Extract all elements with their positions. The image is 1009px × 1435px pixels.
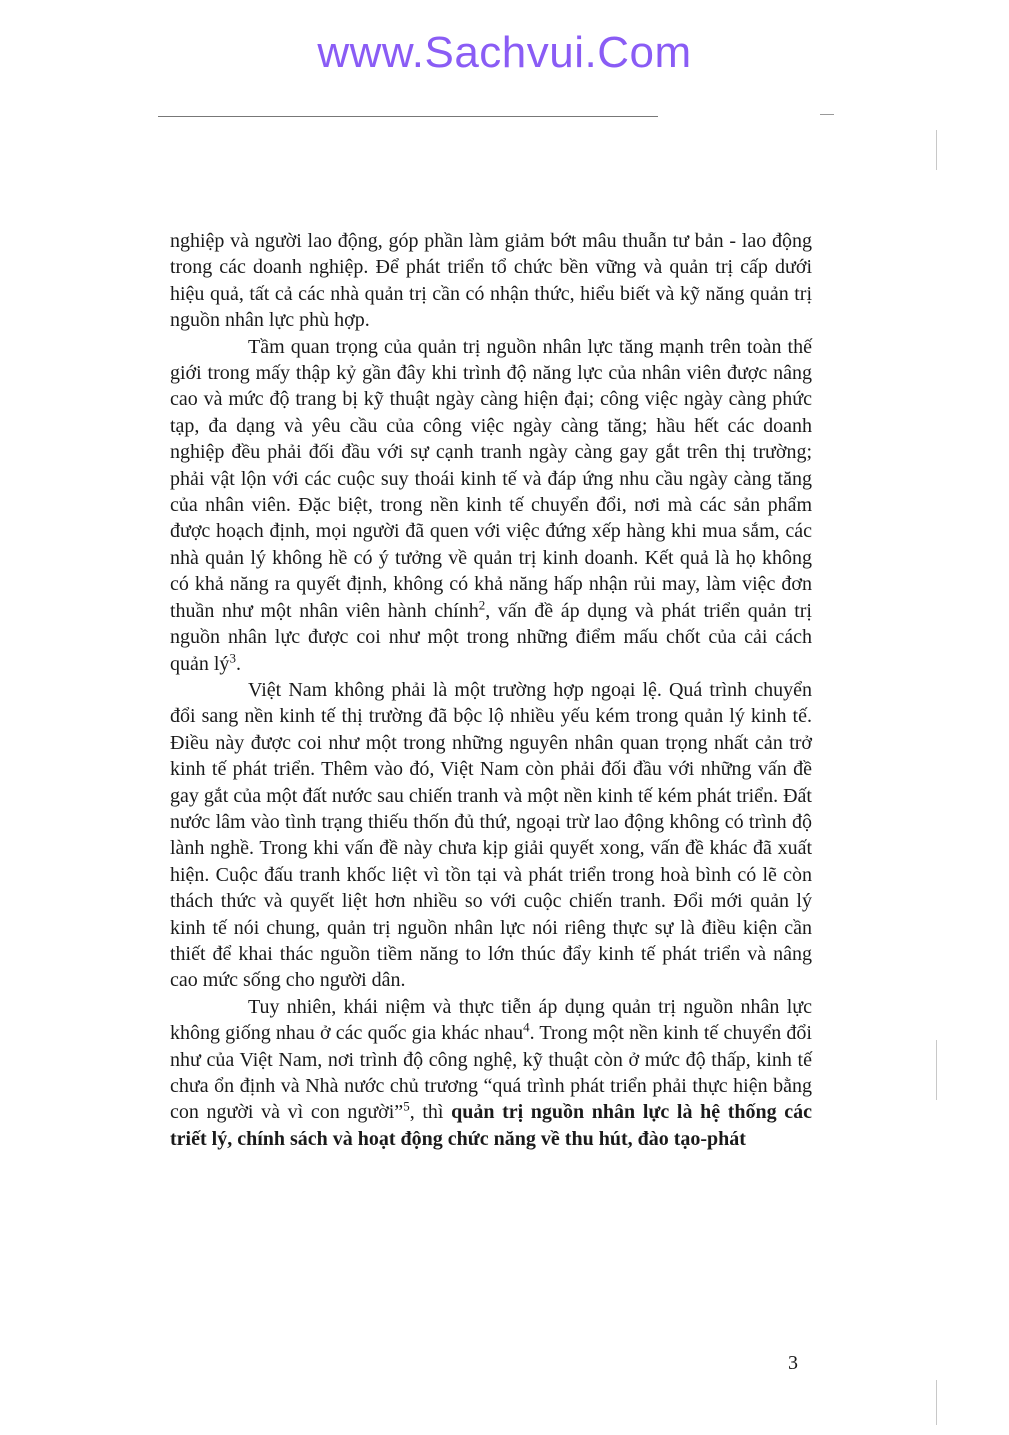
scan-edge-mark-bottom	[936, 1380, 937, 1425]
paragraph-4-text-c: , thì	[409, 1101, 452, 1124]
paragraph-4-text-b: . Trong một nền kinh tế chuyển đổi như của Việt Nam, nơi trình độ công nghệ, kỹ thuật còn ở mức độ thấp, kinh tế chưa ổn định và Nhà nước chủ trương “quá trình phát triển phải thực hiện bằng con người và vì con người”	[170, 1022, 812, 1124]
page-body	[170, 228, 812, 1152]
footnote-ref-2: 2	[478, 597, 486, 613]
paragraph-2-text-c: .	[235, 652, 241, 675]
paragraph-4	[170, 994, 812, 1152]
paragraph-4-text-a: Tuy nhiên, khái niệm và thực tiễn áp dụng quản trị nguồn nhân lực không giống nhau ở các quốc gia khác nhau	[170, 995, 812, 1045]
paragraph-3-text: Việt Nam không phải là một trường hợp ngoại lệ. Quá trình chuyển đổi sang nền kinh tế thị trường đã bộc lộ nhiều yếu kém trong quản lý kinh tế. Điều này được coi như một trong những nguyên nhân quan trọng nhất cản trở kinh tế phát triển. Thêm vào đó, Việt Nam còn phải đối đầu với những vấn đề gay gắt của một đất nước sau chiến tranh và một nền kinh tế kém phát triển. Đất nước lâm vào tình trạng thiếu thốn đủ thứ, ngoại trừ lao động không có trình độ lành nghề. Trong khi vấn đề này chưa kịp giải quyết xong, vấn đề khác đã xuất hiện. Cuộc đấu tranh khốc liệt vì tồn tại và phát triển trong hoà bình có lẽ còn thách thức và quyết liệt hơn nhiều so với cuộc chiến tranh. Đổi mới quản lý kinh tế nói chung, quản trị nguồn nhân lực nói riêng thực sự là điều kiện cần thiết để khai thác nguồn tiềm năng to lớn thúc đẩy kinh tế phát triển và nâng cao mức sống cho người dân.	[170, 678, 812, 992]
paragraph-1	[170, 228, 812, 334]
footnote-ref-3: 3	[229, 649, 236, 665]
footnote-ref-5: 5	[403, 1098, 410, 1114]
page-number: 3	[788, 1352, 798, 1374]
paragraph-2-text-a: Tầm quan trọng của quản trị nguồn nhân lực tăng mạnh trên toàn thế giới trong mấy thập kỷ gần đây khi trình độ năng lực của nhân viên được nâng cao và mức độ trang bị kỹ thuật ngày càng hiện đại; công việc ngày càng phức tạp, đa dạng và yêu cầu của công việc ngày càng tăng; hầu hết các doanh nghiệp đều phải đối đầu với sự cạnh tranh ngày càng gay gắt trên thị trường; phải vật lộn với các cuộc suy thoái kinh tế và đáp ứng nhu cầu ngày càng tăng của nhân viên. Đặc biệt, trong nền kinh tế chuyển đổi, nơi mà các sản phẩm được hoạch định, mọi người đã quen với việc đứng xếp hàng khi mua sắm, các nhà quản lý không hề có ý tưởng về quản trị kinh doanh. Kết quả là họ không có khả năng ra quyết định, không có khả năng hấp nhận rủi may, làm việc đơn thuần như một nhân viên hành chính	[170, 335, 812, 622]
paragraph-2-text-b: , vấn đề áp dụng và phát triển quản trị nguồn nhân lực được coi như một trong những điểm mấu chốt của cải cách quản lý	[170, 599, 812, 675]
header-rule	[158, 116, 658, 117]
scan-edge-mark-middle	[936, 1040, 937, 1100]
site-watermark: www.Sachvui.Com	[317, 28, 692, 77]
paragraph-1-text: nghiệp và người lao động, góp phần làm giảm bớt mâu thuẫn tư bản - lao động trong các doanh nghiệp. Để phát triển tổ chức bền vững và quản trị cấp dưới hiệu quả, tất cả các nhà quản trị cần có nhận thức, hiểu biết và kỹ năng quản trị nguồn nhân lực phù hợp.	[170, 230, 812, 332]
scan-edge-mark-top	[936, 130, 937, 170]
footnote-ref-4: 4	[523, 1019, 530, 1035]
header-rule-mark	[820, 114, 834, 115]
paragraph-2	[170, 334, 812, 677]
definition-bold-text: quản trị nguồn nhân lực là hệ thống các triết lý, chính sách và hoạt động chức năng về thu hút, đào tạo-phát	[170, 1101, 812, 1150]
paragraph-3	[170, 677, 812, 994]
